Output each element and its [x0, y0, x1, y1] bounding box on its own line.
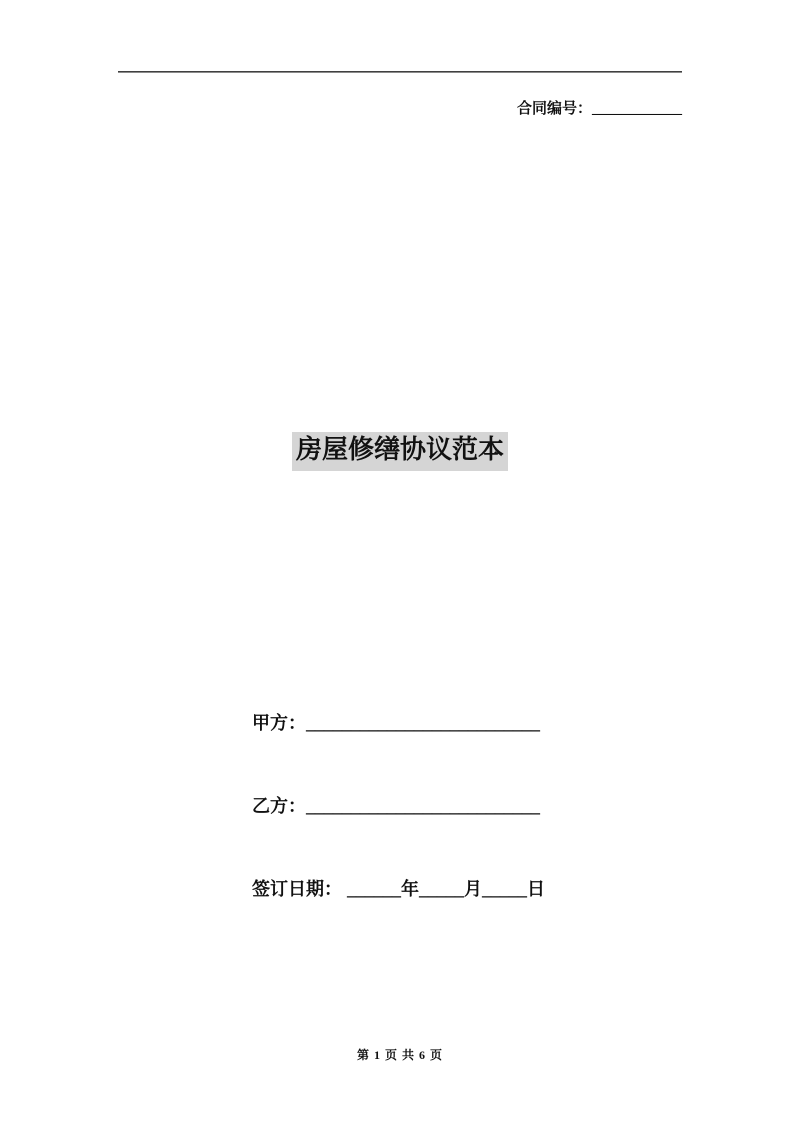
sign-date-month-label: 月	[464, 879, 482, 899]
sign-date-day-blank: _____	[482, 879, 527, 899]
party-a-line	[252, 711, 540, 735]
sign-date-line	[252, 877, 545, 901]
party-b-blank: __________________________	[306, 796, 540, 816]
sign-date-year-label: 年	[401, 879, 419, 899]
party-b-label: 乙方：	[252, 796, 306, 816]
sign-date-label: 签订日期：	[252, 879, 342, 899]
contract-number-blank: ____________	[592, 101, 682, 117]
party-a-label: 甲方：	[252, 713, 306, 733]
document-title: 房屋修缮协议范本	[292, 432, 508, 471]
header-rule	[118, 71, 682, 73]
party-b-line	[252, 794, 540, 818]
sign-date-year-blank: ______	[347, 879, 401, 899]
page-number-footer	[0, 1046, 800, 1063]
party-a-blank: __________________________	[306, 713, 540, 733]
sign-date-month-blank: _____	[419, 879, 464, 899]
contract-number-line	[517, 97, 682, 118]
page-number-text: 第 1 页 共 6 页	[356, 1048, 443, 1062]
title-row	[0, 432, 800, 471]
sign-date-day-label: 日	[527, 879, 545, 899]
contract-number-label: 合同编号：	[516, 101, 592, 117]
